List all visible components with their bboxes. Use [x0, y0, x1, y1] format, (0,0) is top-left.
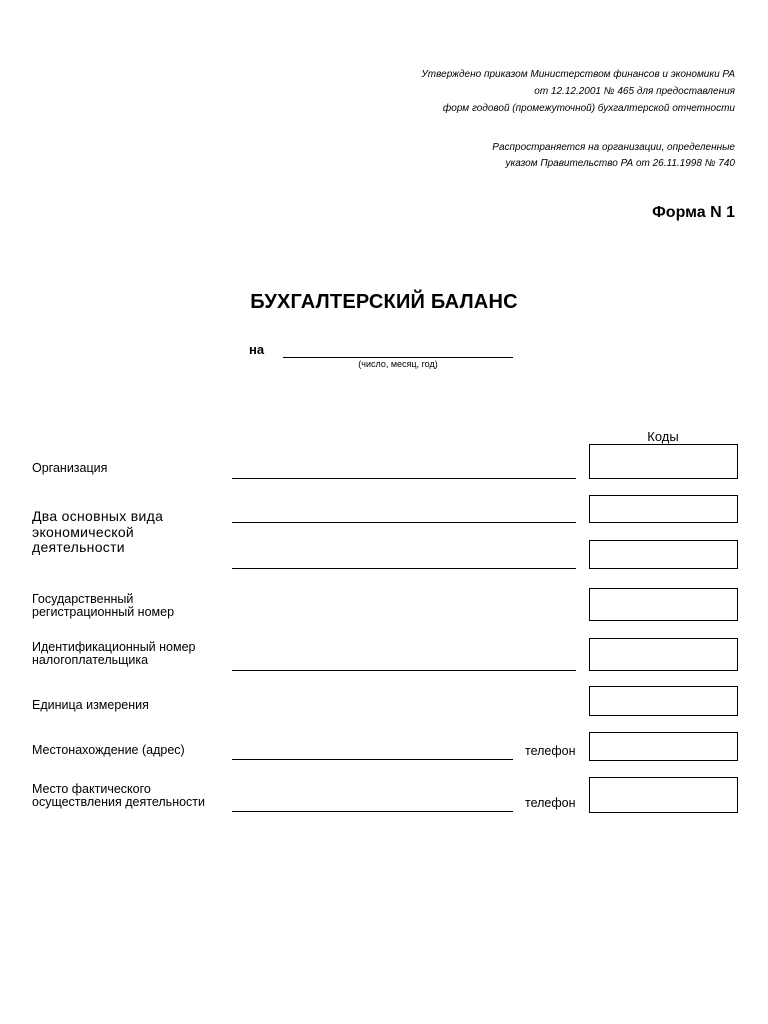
- organization-code-box[interactable]: [589, 444, 738, 479]
- organization-label: Организация: [32, 461, 108, 475]
- activity-field-1[interactable]: [232, 522, 576, 523]
- approval-line-1: Утверждено приказом Министерством финансов и экономики РА: [421, 69, 735, 80]
- date-field[interactable]: [283, 357, 513, 358]
- approval-note: [315, 66, 735, 117]
- organization-field[interactable]: [232, 478, 576, 479]
- actual-location-label-line1: Место фактического: [32, 782, 151, 796]
- state-registration-label: [32, 593, 174, 619]
- form-number: Форма N 1: [652, 204, 735, 221]
- codes-header: Коды: [647, 429, 679, 444]
- approval-line-3: форм годовой (промежуточной) бухгалтерской отчетности: [442, 103, 735, 114]
- activity-code-box-2[interactable]: [589, 540, 738, 569]
- taxpayer-id-label-line1: Идентификационный номер: [32, 640, 196, 654]
- address-label: Местонахождение (адрес): [32, 743, 185, 757]
- document-title: БУХГАЛТЕРСКИЙ БАЛАНС: [250, 291, 518, 313]
- actual-location-field[interactable]: [232, 811, 513, 812]
- actual-location-label-line2: осуществления деятельности: [32, 795, 206, 809]
- activity-code-box-1[interactable]: [589, 495, 738, 523]
- date-hint: (число, месяц, год): [358, 359, 438, 369]
- taxpayer-id-label: [32, 641, 196, 667]
- state-registration-code-box[interactable]: [589, 588, 738, 621]
- actual-location-phone-label: телефон: [525, 796, 576, 810]
- actual-location-label: [32, 783, 205, 809]
- address-phone-label: телефон: [525, 744, 576, 758]
- scope-line-1: Распространяется на организации, определенные: [492, 142, 735, 153]
- scope-note: [315, 140, 735, 172]
- activity-field-2[interactable]: [232, 568, 576, 569]
- taxpayer-id-field[interactable]: [232, 670, 576, 671]
- state-registration-label-line1: Государственный: [32, 592, 134, 606]
- actual-location-phone-box[interactable]: [589, 777, 738, 813]
- scope-line-2: указом Правительство РА от 26.11.1998 № 740: [505, 158, 735, 169]
- approval-line-2: от 12.12.2001 № 465 для предоставления: [534, 86, 735, 97]
- unit-code-box[interactable]: [589, 686, 738, 716]
- taxpayer-id-label-line2: налогоплательщика: [32, 653, 149, 667]
- address-field[interactable]: [232, 759, 513, 760]
- unit-label: Единица измерения: [32, 698, 149, 712]
- address-phone-box[interactable]: [589, 732, 738, 761]
- state-registration-label-line2: регистрационный номер: [32, 605, 175, 619]
- activities-label: Два основных вида экономической деятельности: [32, 508, 164, 555]
- taxpayer-id-code-box[interactable]: [589, 638, 738, 671]
- date-prefix: на: [249, 342, 265, 357]
